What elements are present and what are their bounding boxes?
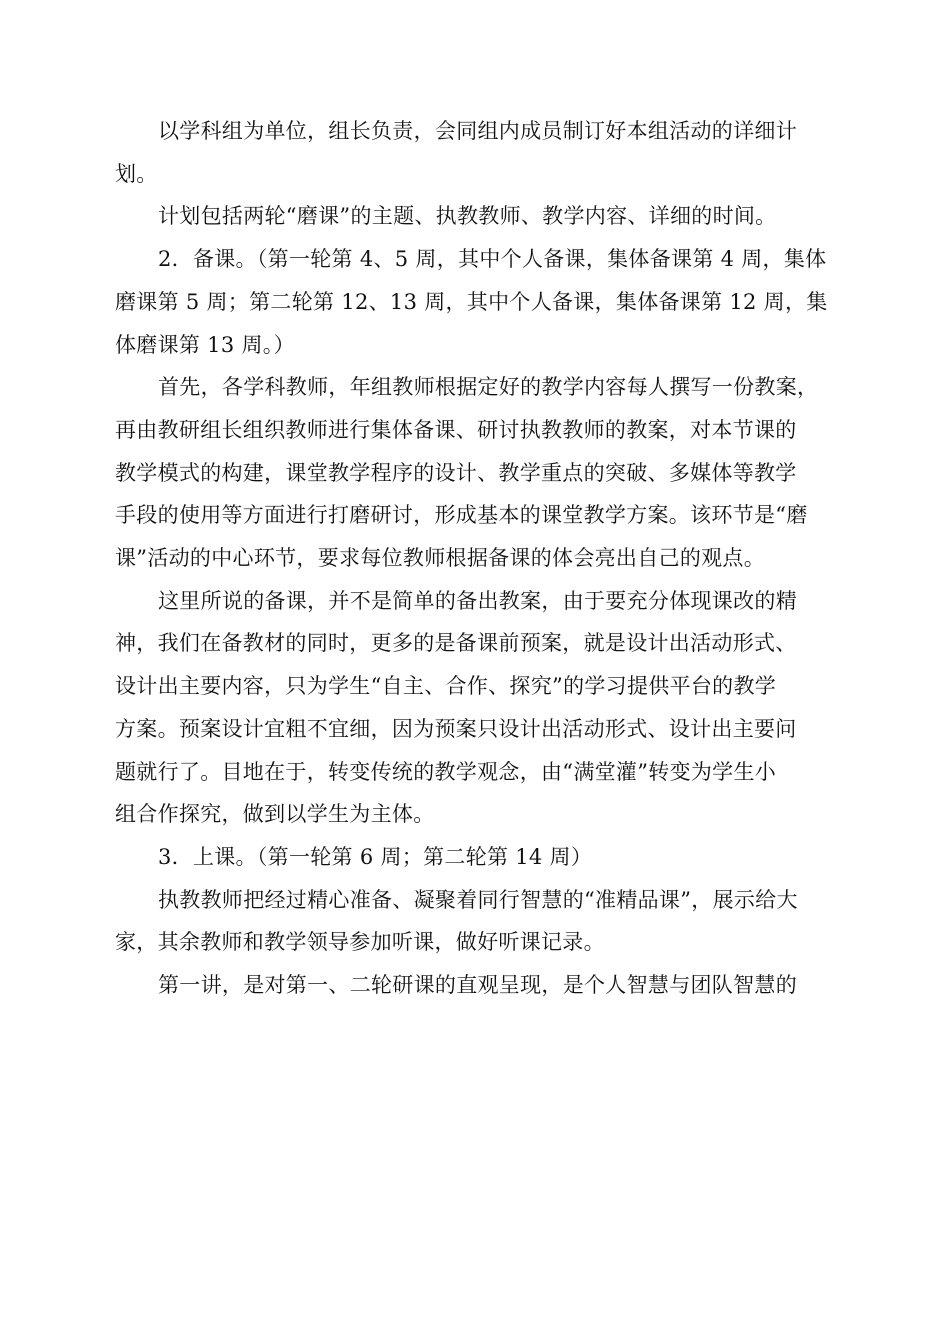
text-line: 执教教师把经过精心准备、凝聚着同行智慧的“准精品课”，展示给大	[158, 887, 798, 912]
text-line: 计划包括两轮“磨课”的主题、执教教师、教学内容、详细的时间。	[158, 204, 777, 229]
paragraph-lesson-prep-explanation	[115, 580, 845, 836]
text-line: 2．备课。（第一轮第 4、5 周，其中个人备课，集体备课第 4 周，集体	[158, 247, 827, 272]
text-line: 体磨课第 13 周。）	[115, 332, 295, 357]
paragraph-class-process	[115, 879, 845, 964]
text-line: 第一讲，是对第一、二轮研课的直观呈现，是个人智慧与团队智慧的	[158, 973, 797, 998]
document-body	[115, 110, 845, 1007]
paragraph-plan-content	[115, 195, 845, 238]
text-line: 再由教研组长组织教师进行集体备课、研讨执教教师的教案，对本节课的	[115, 417, 797, 442]
text-line: 组合作探究，做到以学生为主体。	[115, 802, 435, 827]
paragraph-plan-intro	[115, 110, 845, 195]
paragraph-lesson-prep-process	[115, 366, 845, 580]
text-line: 方案。预案设计宜粗不宜细，因为预案只设计出活动形式、设计出主要问	[115, 716, 797, 741]
text-line: 磨课第 5 周；第二轮第 12、13 周，其中个人备课，集体备课第 12 周，集	[115, 289, 828, 314]
text-line: 神，我们在备教材的同时，更多的是备课前预案，就是设计出活动形式、	[115, 631, 797, 656]
text-line: 首先，各学科教师，年组教师根据定好的教学内容每人撰写一份教案，	[158, 375, 819, 400]
text-line: 课”活动的中心环节，要求每位教师根据备课的体会亮出自己的观点。	[115, 546, 766, 571]
text-line: 设计出主要内容，只为学生“自主、合作、探究”的学习提供平台的教学	[115, 674, 777, 699]
text-line: 划。	[115, 161, 158, 186]
paragraph-class-heading	[115, 836, 845, 879]
paragraph-lesson-prep-heading	[115, 238, 845, 366]
text-line: 3．上课。（第一轮第 6 周；第二轮第 14 周）	[158, 844, 593, 869]
text-line: 题就行了。目地在于，转变传统的教学观念，由“满堂灌”转变为学生小	[115, 759, 777, 784]
text-line: 家，其余教师和教学领导参加听课，做好听课记录。	[115, 930, 605, 955]
paragraph-first-lecture	[115, 964, 845, 1007]
text-line: 教学模式的构建，课堂教学程序的设计、教学重点的突破、多媒体等教学	[115, 460, 797, 485]
text-line: 手段的使用等方面进行打磨研讨，形成基本的课堂教学方案。该环节是“磨	[115, 503, 808, 528]
text-line: 这里所说的备课，并不是简单的备出教案，由于要充分体现课改的精	[158, 588, 797, 613]
text-line: 以学科组为单位，组长负责，会同组内成员制订好本组活动的详细计	[158, 119, 797, 143]
